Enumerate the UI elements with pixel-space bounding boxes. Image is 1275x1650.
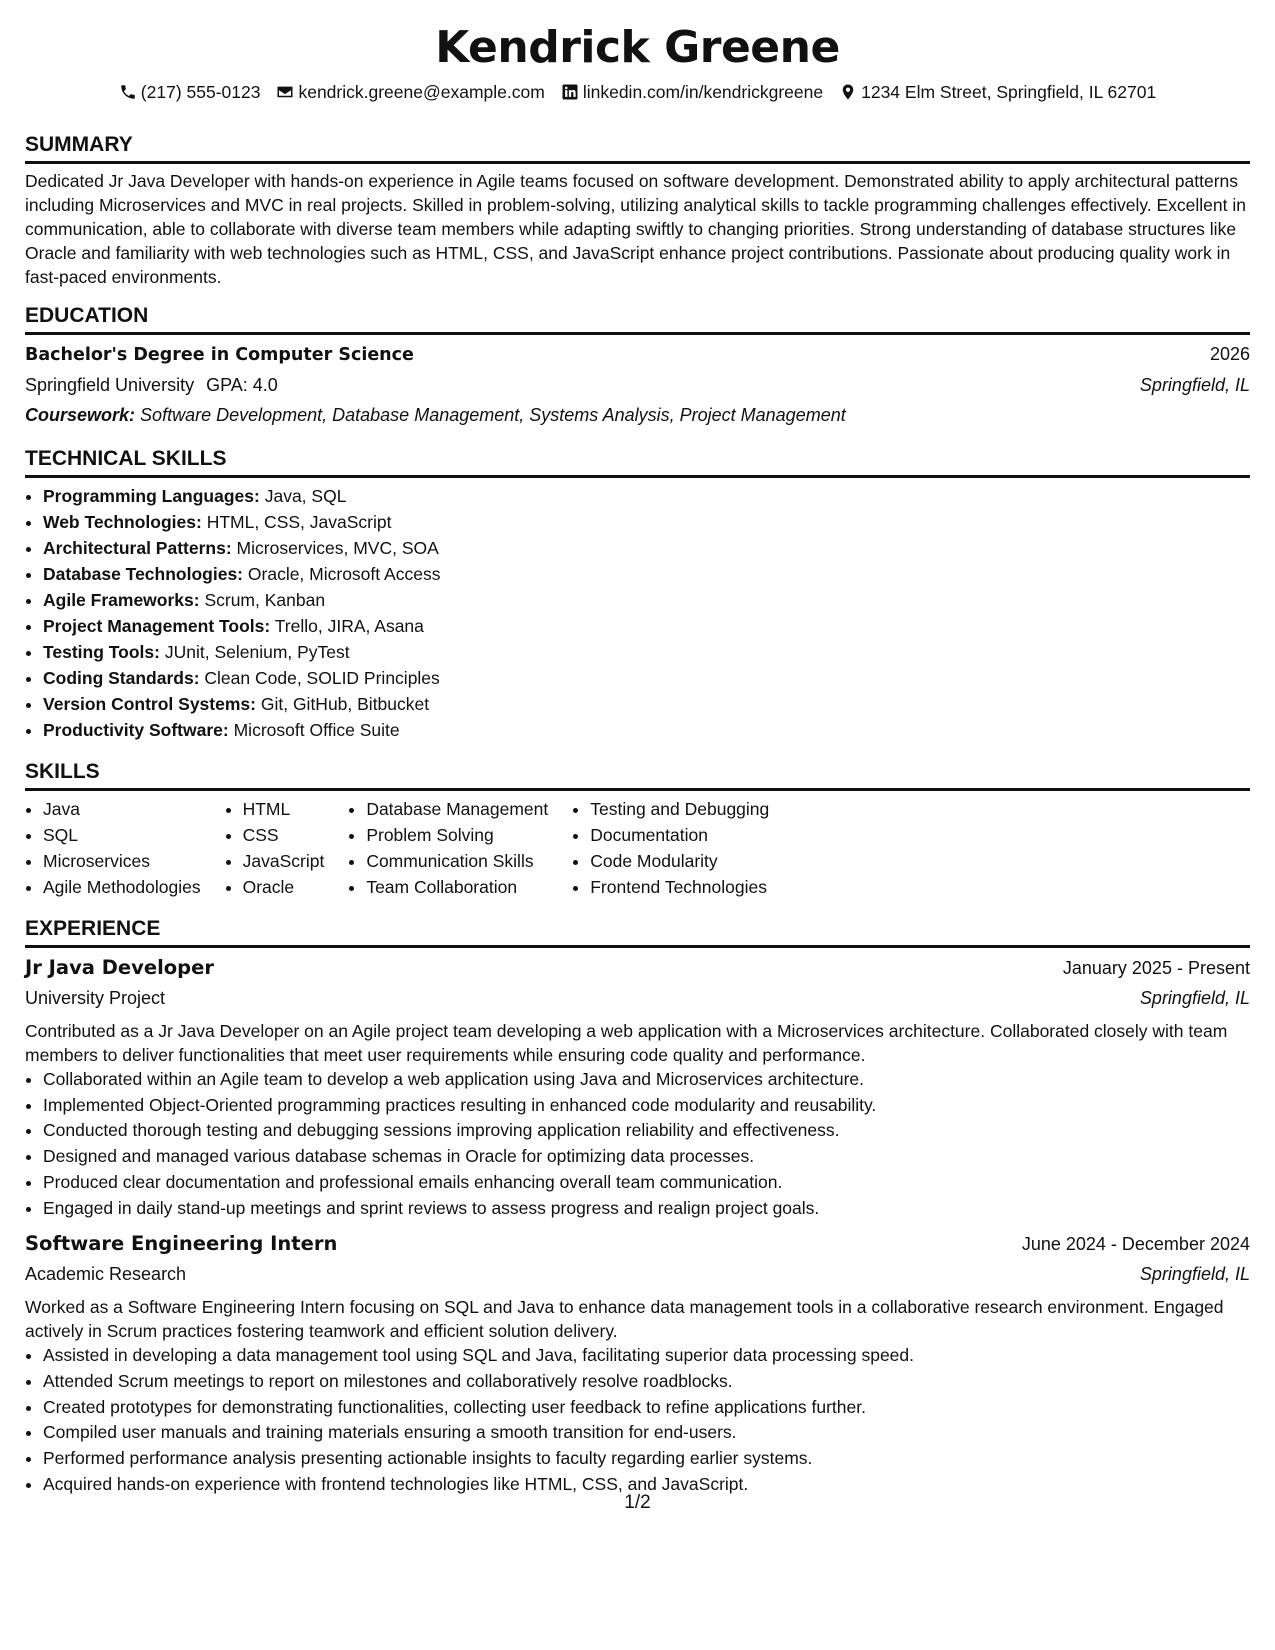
- list-item: • Team Collaboration: [366, 874, 548, 900]
- job-header-row: [25, 953, 1250, 983]
- summary-text: Dedicated Jr Java Developer with hands-on experience in Agile teams focused on software development. Demonstrated ability to apply architectural patterns including Microservices and MVC in real projects. Skilled in problem-solving, utilizing analytical skills to tackle programming challenges effectively. Excellent in communication, able to collaborate with diverse team members while adapting swiftly to changing priorities. Strong understanding of database structures like Oracle and familiarity with web technologies such as HTML, CSS, and JavaScript enhance project contributions. Passionate about producing quality work in fast-paced environments.: [25, 171, 1246, 287]
- email-text: kendrick.greene@example.com: [298, 82, 545, 102]
- skill-category: Programming Languages:: [43, 486, 260, 506]
- list-item: [43, 509, 1250, 535]
- list-item: • Code Modularity: [590, 848, 769, 874]
- contact-phone[interactable]: [119, 80, 261, 104]
- location-pin-icon: [839, 83, 857, 101]
- list-item: • SQL: [43, 822, 201, 848]
- skills-section: [25, 759, 1250, 900]
- section-title-skills: SKILLS: [25, 759, 1250, 791]
- list-item: • CSS: [243, 822, 325, 848]
- list-item: [43, 483, 1250, 509]
- list-item: • Microservices: [43, 848, 201, 874]
- envelope-icon: [276, 83, 294, 101]
- list-item: • Created prototypes for demonstrating functionalities, collecting user feedback to refine applications further.: [43, 1395, 1250, 1421]
- page-number: 1/2: [624, 1492, 651, 1513]
- skill-category: Web Technologies:: [43, 512, 202, 532]
- list-item: • Frontend Technologies: [590, 874, 769, 900]
- graduation-year: 2026: [1209, 344, 1250, 364]
- list-item: • Produced clear documentation and professional emails enhancing overall team communication.: [43, 1170, 1250, 1196]
- job-organization: University Project: [25, 988, 166, 1008]
- contact-address: [839, 80, 1156, 104]
- list-item: • Performed performance analysis presenting actionable insights to faculty regarding earlier systems.: [43, 1446, 1250, 1472]
- phone-text: (217) 555-0123: [140, 82, 261, 102]
- list-item: • Engaged in daily stand-up meetings and sprint reviews to assess progress and realign project goals.: [43, 1196, 1250, 1222]
- skill-values: Git, GitHub, Bitbucket: [260, 694, 430, 714]
- skill-category: Coding Standards:: [43, 668, 200, 688]
- contact-linkedin[interactable]: [561, 80, 823, 104]
- skills-column-4: [572, 796, 769, 900]
- skill-values: Microsoft Office Suite: [233, 720, 400, 740]
- education-header-row: [25, 340, 1250, 370]
- list-item: • Designed and managed various database schemas in Oracle for optimizing data processes.: [43, 1144, 1250, 1170]
- summary-section: [25, 132, 1250, 289]
- linkedin-text: linkedin.com/in/kendrickgreene: [582, 82, 824, 102]
- skill-values: Microservices, MVC, SOA: [236, 538, 439, 558]
- skills-column-1: [25, 796, 201, 900]
- phone-icon: [119, 83, 137, 101]
- list-item: • Documentation: [590, 822, 769, 848]
- skills-column-2: [225, 796, 325, 900]
- skill-category: Version Control Systems:: [43, 694, 256, 714]
- technical-skills-section: [25, 446, 1250, 743]
- school-name: Springfield University: [25, 375, 195, 395]
- skill-values: Java, SQL: [264, 486, 347, 506]
- address-text: 1234 Elm Street, Springfield, IL 62701: [861, 82, 1157, 102]
- job-description: Contributed as a Jr Java Developer on an Agile project team developing a web application with a Microservices architecture. Collaborated closely with team members to deliver functionalities that meet user requirements while ensuring code quality and performance.: [25, 1021, 1228, 1065]
- coursework-list: Software Development, Database Management, Systems Analysis, Project Management: [140, 405, 846, 425]
- skill-category: Productivity Software:: [43, 720, 229, 740]
- skill-values: Trello, JIRA, Asana: [274, 616, 424, 636]
- job-org-row: [25, 1259, 1250, 1289]
- job-dates: January 2025 - Present: [1062, 958, 1250, 978]
- skill-category: Architectural Patterns:: [43, 538, 232, 558]
- skill-category: Testing Tools:: [43, 642, 160, 662]
- degree: Bachelor's Degree in Computer Science: [25, 345, 414, 365]
- skill-values: Clean Code, SOLID Principles: [204, 668, 440, 688]
- job-title: Software Engineering Intern: [25, 1232, 338, 1256]
- skill-category: Project Management Tools:: [43, 616, 271, 636]
- list-item: • Assisted in developing a data management tool using SQL and Java, facilitating superior data processing speed.: [43, 1343, 1250, 1369]
- list-item: • Java: [43, 796, 201, 822]
- list-item: • Agile Methodologies: [43, 874, 201, 900]
- job-title: Jr Java Developer: [25, 956, 214, 979]
- skill-category: Agile Frameworks:: [43, 590, 200, 610]
- section-title-summary: SUMMARY: [25, 132, 1250, 164]
- school-location: Springfield, IL: [1139, 375, 1250, 395]
- job-header-row: [25, 1229, 1250, 1259]
- list-item: • Attended Scrum meetings to report on milestones and collaboratively resolve roadblocks.: [43, 1369, 1250, 1395]
- candidate-name: Kendrick Greene: [435, 22, 840, 73]
- list-item: [43, 691, 1250, 717]
- job-dates: June 2024 - December 2024: [1021, 1234, 1250, 1255]
- skill-values: HTML, CSS, JavaScript: [206, 512, 392, 532]
- education-section: [25, 303, 1250, 430]
- list-item: [43, 561, 1250, 587]
- experience-section: [25, 916, 1250, 1497]
- list-item: [43, 639, 1250, 665]
- contact-email[interactable]: [276, 80, 544, 104]
- skill-values: Scrum, Kanban: [204, 590, 326, 610]
- job-bullets: [25, 1067, 1250, 1221]
- skills-grid: [25, 796, 1250, 900]
- contact-bar: [25, 80, 1250, 104]
- job-location: Springfield, IL: [1139, 988, 1250, 1008]
- coursework-label: Coursework:: [25, 405, 136, 425]
- section-title-experience: EXPERIENCE: [25, 916, 1250, 948]
- list-item: • HTML: [243, 796, 325, 822]
- list-item: [43, 665, 1250, 691]
- skill-values: JUnit, Selenium, PyTest: [164, 642, 350, 662]
- list-item: [43, 587, 1250, 613]
- list-item: • Conducted thorough testing and debugging sessions improving application reliability and effectiveness.: [43, 1118, 1250, 1144]
- skill-category: Database Technologies:: [43, 564, 244, 584]
- list-item: [43, 535, 1250, 561]
- list-item: • JavaScript: [243, 848, 325, 874]
- education-school-row: [25, 370, 1250, 400]
- section-title-education: EDUCATION: [25, 303, 1250, 335]
- job-bullets: [25, 1343, 1250, 1497]
- list-item: • Testing and Debugging: [590, 796, 769, 822]
- job-org-row: [25, 983, 1250, 1013]
- resume-page: [25, 18, 1250, 1497]
- list-item: • Acquired hands-on experience with frontend technologies like HTML, CSS, and JavaScript.: [43, 1472, 1250, 1498]
- list-item: • Collaborated within an Agile team to develop a web application using Java and Microservices architecture.: [43, 1067, 1250, 1093]
- section-title-technical-skills: TECHNICAL SKILLS: [25, 446, 1250, 478]
- gpa: GPA: 4.0: [206, 375, 278, 395]
- skill-values: Oracle, Microsoft Access: [247, 564, 441, 584]
- coursework: [25, 400, 1250, 430]
- linkedin-icon: [561, 83, 579, 101]
- school-info: [25, 370, 278, 400]
- experience-entry-2: [25, 1229, 1250, 1497]
- list-item: • Database Management: [366, 796, 548, 822]
- experience-entry-1: [25, 953, 1250, 1221]
- job-location: Springfield, IL: [1139, 1264, 1250, 1285]
- list-item: • Oracle: [243, 874, 325, 900]
- list-item: [43, 717, 1250, 743]
- list-item: • Compiled user manuals and training materials ensuring a smooth transition for end-users.: [43, 1420, 1250, 1446]
- job-description: Worked as a Software Engineering Intern focusing on SQL and Java to enhance data management tools in a collaborative research environment. Engaged actively in Scrum practices fostering teamwork and efficient solution delivery.: [25, 1297, 1224, 1342]
- skills-column-3: [348, 796, 548, 900]
- list-item: • Problem Solving: [366, 822, 548, 848]
- list-item: • Communication Skills: [366, 848, 548, 874]
- technical-skills-list: [25, 483, 1250, 743]
- job-organization: Academic Research: [25, 1264, 187, 1285]
- list-item: • Implemented Object-Oriented programming practices resulting in enhanced code modularity and reusability.: [43, 1093, 1250, 1119]
- list-item: [43, 613, 1250, 639]
